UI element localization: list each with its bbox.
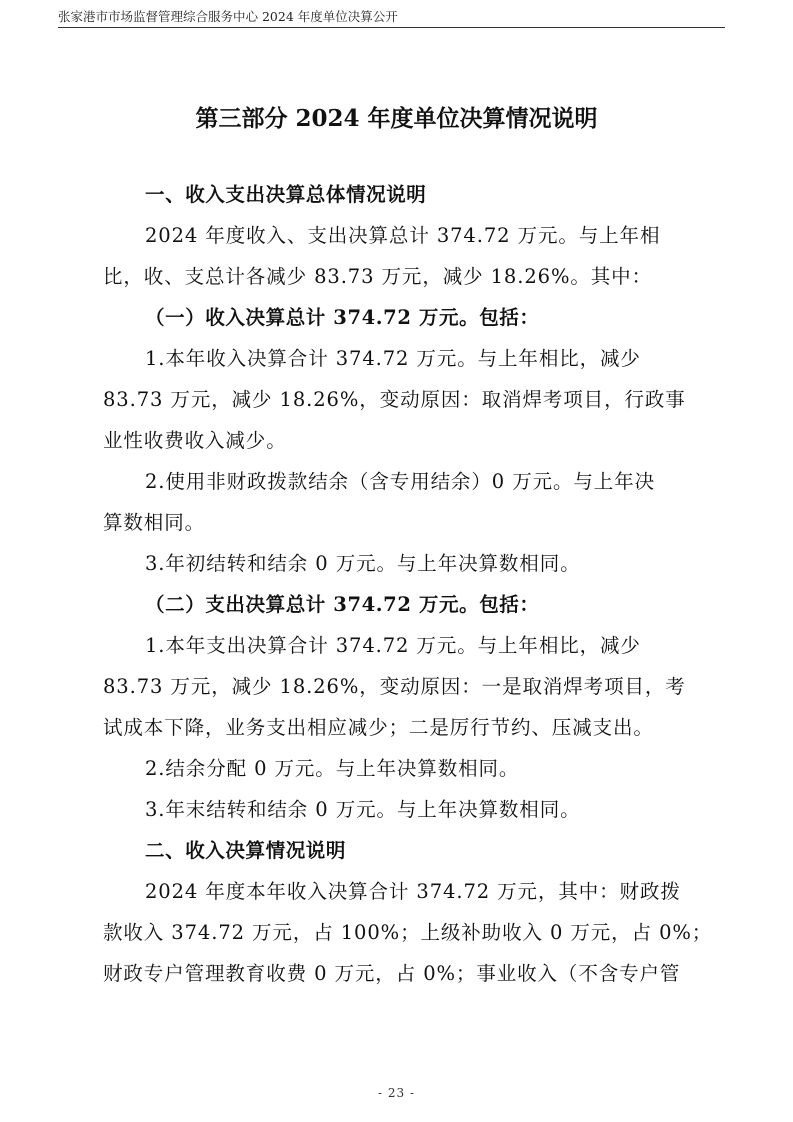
page-number: - 23 - <box>377 1086 415 1100</box>
income-item3: 3.年初结转和结余 0 万元。与上年决算数相同。 <box>145 552 581 575</box>
expense-item3: 3.年末结转和结余 0 万元。与上年决算数相同。 <box>145 798 581 821</box>
income-item1-line: 83.73 万元，减少 18.26%，变动原因：取消焊考项目，行政事 <box>103 388 686 411</box>
section2-paragraph-line: 财政专户管理教育收费 0 万元，占 0%；事业收入（不含专户管 <box>103 962 681 985</box>
income-item1-line: 业性收费收入减少。 <box>103 429 287 452</box>
section2-heading: 二、收入决算情况说明 <box>145 839 347 862</box>
section1-intro-line: 2024 年度收入、支出决算总计 374.72 万元。与上年相 <box>145 224 661 247</box>
expense-heading: （二）支出决算总计 374.72 万元。包括： <box>145 593 540 616</box>
expense-item2: 2.结余分配 0 万元。与上年决算数相同。 <box>145 757 520 780</box>
section1-intro-line: 比，收、支总计各减少 83.73 万元，减少 18.26%。其中： <box>103 265 652 288</box>
expense-item1-line: 1.本年支出决算合计 374.72 万元。与上年相比，减少 <box>145 634 641 657</box>
header-rule <box>58 27 725 28</box>
page-title: 第三部分 2024 年度单位决算情况说明 <box>195 105 598 132</box>
section1-heading: 一、收入支出决算总体情况说明 <box>145 183 427 206</box>
income-heading: （一）收入决算总计 374.72 万元。包括： <box>145 306 540 329</box>
running-header: 张家港市市场监督管理综合服务中心 2024 年度单位决算公开 <box>58 9 398 24</box>
income-item1-line: 1.本年收入决算合计 374.72 万元。与上年相比，减少 <box>145 347 641 370</box>
income-item2-line: 算数相同。 <box>103 511 206 534</box>
expense-item1-line: 试成本下降，业务支出相应减少；二是厉行节约、压减支出。 <box>103 716 654 739</box>
expense-item1-line: 83.73 万元，减少 18.26%，变动原因：一是取消焊考项目，考 <box>103 675 686 698</box>
section2-paragraph-line: 款收入 374.72 万元，占 100%；上级补助收入 0 万元，占 0%； <box>103 921 713 944</box>
income-item2-line: 2.使用非财政拨款结余（含专用结余）0 万元。与上年决 <box>145 470 656 493</box>
section2-paragraph-line: 2024 年度本年收入决算合计 374.72 万元，其中：财政拨 <box>145 880 681 903</box>
